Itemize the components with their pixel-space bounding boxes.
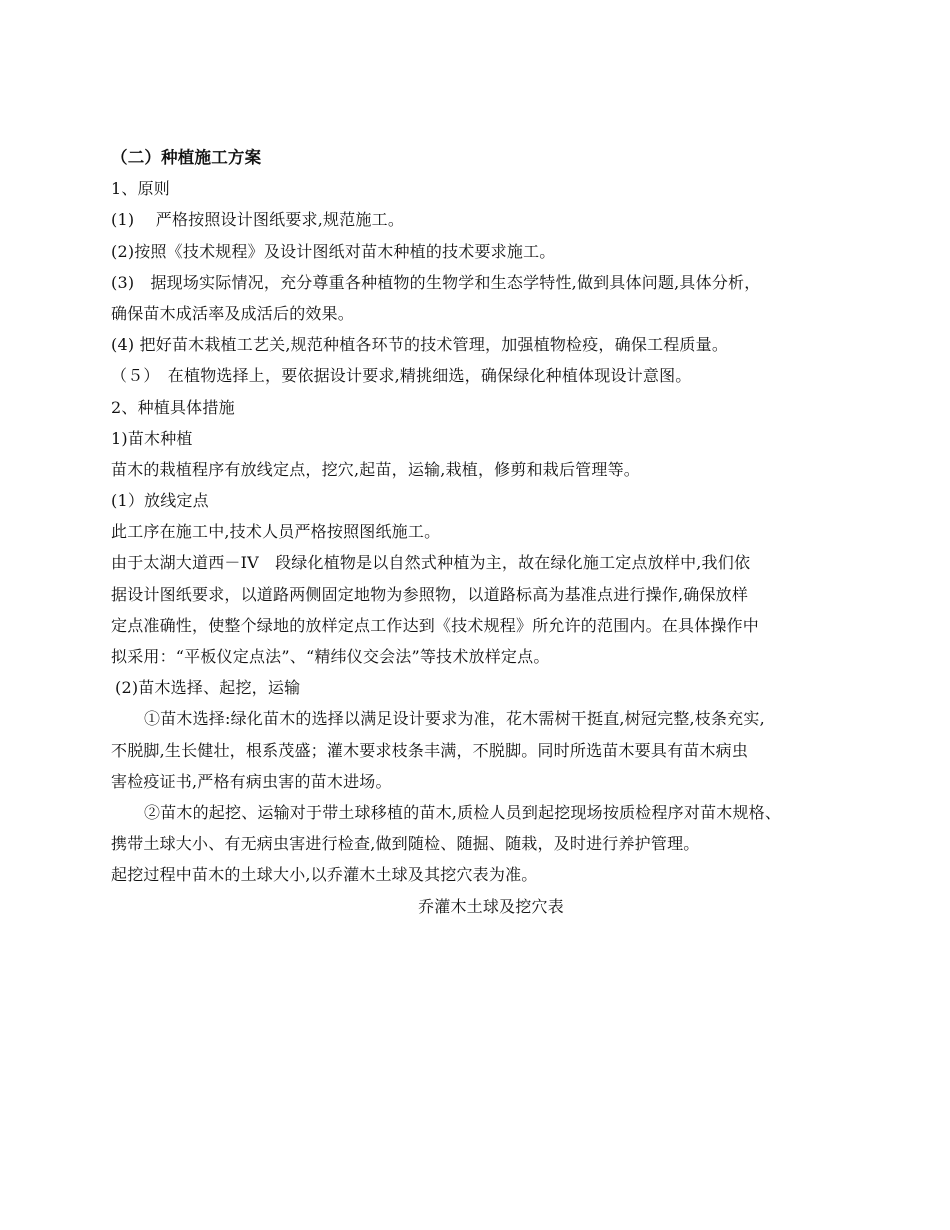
paragraph-digging-1: ②苗木的起挖、运输对于带土球移植的苗木,质检人员到起挖现场按质检程序对苗木规格、 [144,802,782,822]
subheading-planting: 1)苗木种植 [111,428,193,448]
principle-item-5: （５） 在植物选择上，要依据设计要求,精挑细选，确保绿化种植体现设计意图。 [111,366,692,386]
paragraph-layout-4: 定点准确性，使整个绿地的放样定点工作达到《技术规程》所允许的范围内。在具体操作中 [111,615,760,635]
paragraph-selection-2: 不脱脚,生长健壮，根系茂盛；灌木要求枝条丰满，不脱脚。同时所选苗木要具有苗木病虫 [111,740,749,760]
paragraph-procedure: 苗木的栽植程序有放线定点，挖穴,起苗，运输,栽植，修剪和栽后管理等。 [111,459,640,479]
principle-item-2: (2)按照《技术规程》及设计图纸对苗木种植的技术要求施工。 [111,241,556,261]
principle-item-3-continued: 确保苗木成活率及成活后的效果。 [111,303,355,323]
subheading-measures: 2、种植具体措施 [111,397,235,417]
section-heading: （二）种植施工方案 [111,148,262,167]
paragraph-selection-1: ①苗木选择:绿化苗木的选择以满足设计要求为准，花木需树干挺直,树冠完整,枝条充实, [144,709,765,729]
document-body [111,142,861,922]
paragraph-digging-3: 起挖过程中苗木的土球大小,以乔灌木土球及其挖穴表为准。 [111,865,538,885]
paragraph-layout-1: 此工序在施工中,技术人员严格按照图纸施工。 [111,522,441,542]
principle-item-3: (3) 据现场实际情况，充分尊重各种植物的生物学和生态学特性,做到具体问题,具体分析， [111,272,761,292]
paragraph-layout-3: 据设计图纸要求，以道路两侧固定地物为参照物，以道路标高为基准点进行操作,确保放样 [111,584,749,604]
table-caption: 乔灌木土球及挖穴表 [418,896,564,916]
paragraph-layout-2: 由于太湖大道西－IV 段绿化植物是以自然式种植为主，故在绿化施工定点放样中,我们依 [111,553,751,573]
paragraph-selection-3: 害检疫证书,严格有病虫害的苗木进场。 [111,771,392,791]
principle-item-1: (1) 严格按照设计图纸要求,规范施工。 [111,210,405,230]
subheading-layout: (1）放线定点 [111,491,209,511]
principle-item-4: (4) 把好苗木栽植工艺关,规范种植各环节的技术管理，加强植物检疫，确保工程质量。 [111,335,729,355]
subheading-selection: (2)苗木选择、起挖，运输 [115,678,301,698]
paragraph-digging-2: 携带土球大小、有无病虫害进行检查,做到随检、随掘、随栽，及时进行养护管理。 [111,834,700,854]
paragraph-layout-5: 拟采用：“平板仪定点法”、“精纬仪交会法”等技术放样定点。 [111,647,550,666]
subheading-principles: 1、原则 [111,179,170,199]
